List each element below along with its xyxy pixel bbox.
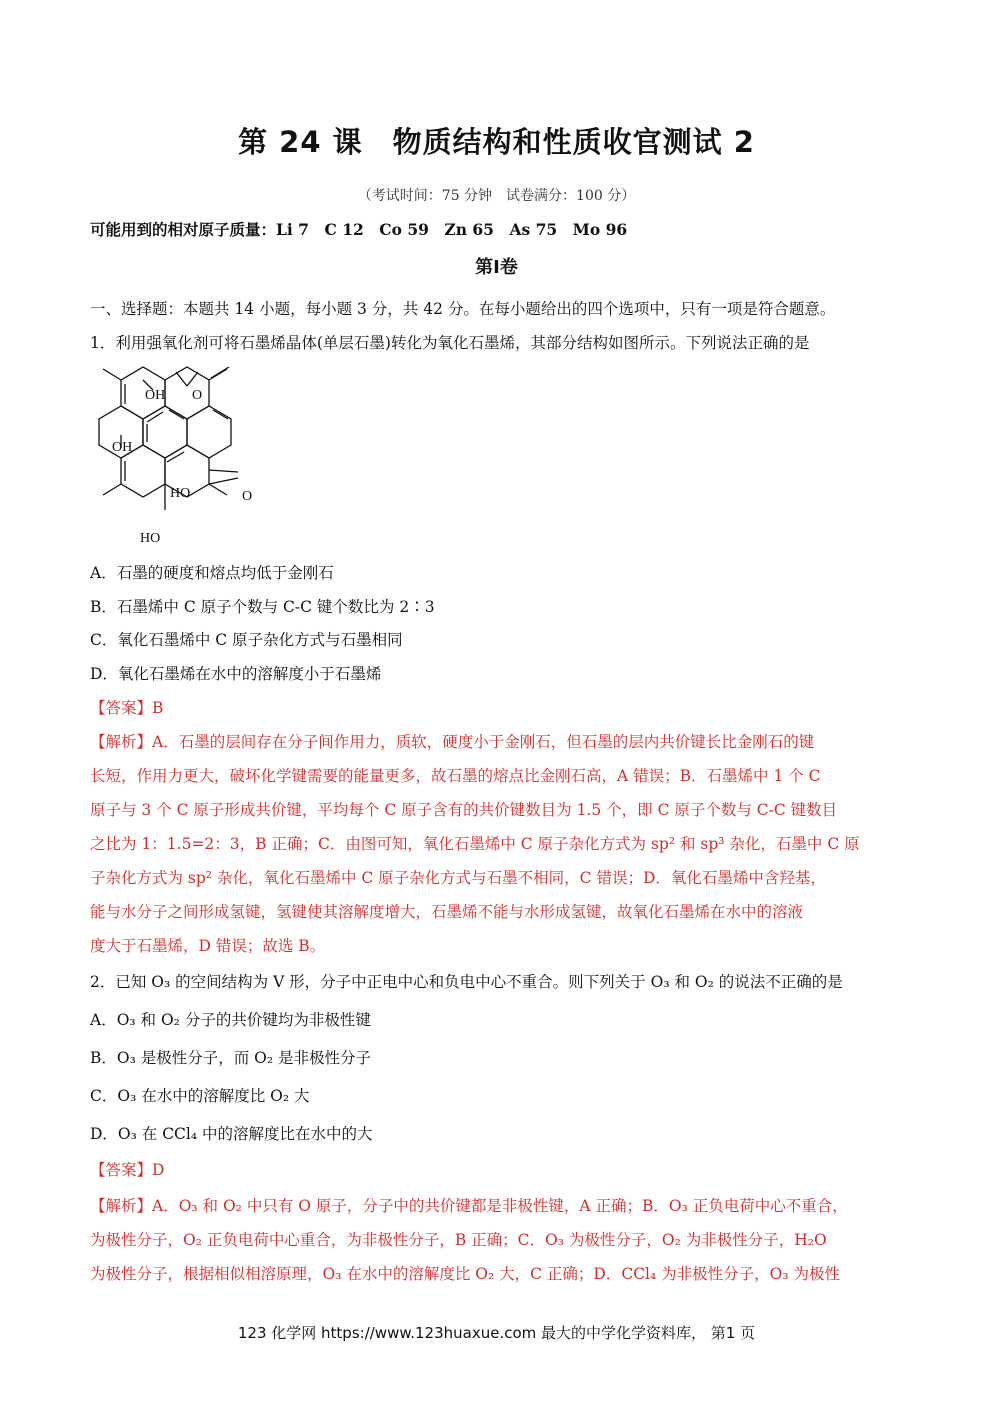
- q1-analysis-line: 【解析】A．石墨的层间存在分子间作用力，质软，硬度小于金刚石，但石墨的层内共价键长比金刚石的键: [90, 733, 815, 751]
- question-1-stem: 1．利用强氧化剂可将石墨烯晶体(单层石墨)转化为氧化石墨烯，其部分结构如图所示。下列说法正确的是: [90, 334, 810, 352]
- q2-option-c: C．O₃ 在水中的溶解度比 O₂ 大: [90, 1087, 310, 1105]
- q1-analysis-line: 原子与 3 个 C 原子形成共价键，平均每个 C 原子含有的共价键数目为 1.5 个，即 C 原子个数与 C-C 键数目: [90, 801, 838, 819]
- q1-option-a: A．石墨的硬度和熔点均低于金刚石: [90, 564, 334, 582]
- q2-option-d: D．O₃ 在 CCl₄ 中的溶解度比在水中的大: [90, 1125, 373, 1143]
- exam-info: （考试时间：75 分钟 试卷满分：100 分）: [357, 188, 636, 204]
- q2-answer: 【答案】D: [90, 1161, 165, 1179]
- q1-option-d: D．氧化石墨烯在水中的溶解度小于石墨烯: [90, 665, 382, 683]
- molecule-label: O: [242, 489, 253, 504]
- q2-option-a: A．O₃ 和 O₂ 分子的共价键均为非极性键: [90, 1011, 371, 1029]
- atomic-mass-line: 可能用到的相对原子质量：Li 7 C 12 Co 59 Zn 65 As 75 Mo 96: [90, 220, 628, 239]
- graphene-oxide-structure: [88, 360, 260, 550]
- question-2-stem: 2．已知 O₃ 的空间结构为 V 形，分子中正电中心和负电中心不重合。则下列关于 O₃ 和 O₂ 的说法不正确的是: [90, 973, 843, 991]
- q1-analysis-line: 子杂化方式为 sp² 杂化，氧化石墨烯中 C 原子杂化方式与石墨不相同，C 错误；D．氧化石墨烯中含羟基，: [90, 869, 826, 887]
- instructions: 一、选择题：本题共 14 小题，每小题 3 分，共 42 分。在每小题给出的四个选项中，只有一项是符合题意。: [90, 300, 836, 318]
- page-footer: 123 化学网 https://www.123huaxue.com 最大的中学化学资料库， 第1 页: [237, 1324, 756, 1342]
- q1-analysis-line: 度大于石墨烯，D 错误；故选 B。: [90, 937, 326, 955]
- molecule-label: HO: [170, 486, 191, 501]
- q1-answer: 【答案】B: [90, 699, 164, 717]
- page-title: 第 24 课 物质结构和性质收官测试 2: [238, 125, 755, 159]
- q2-analysis-line: 为极性分子，O₂ 正负电荷中心重合，为非极性分子，B 正确；C．O₃ 为极性分子，O₂ 为非极性分子，H₂O: [90, 1231, 827, 1249]
- molecule-label: O: [192, 388, 203, 403]
- molecule-label: OH: [145, 388, 166, 403]
- q1-analysis-line: 长短，作用力更大，破坏化学键需要的能量更多，故石墨的熔点比金刚石高，A 错误；B．石墨烯中 1 个 C: [90, 767, 821, 785]
- q1-option-c: C．氧化石墨烯中 C 原子杂化方式与石墨相同: [90, 631, 403, 649]
- q2-analysis-line: 【解析】A．O₃ 和 O₂ 中只有 O 原子，分子中的共价键都是非极性键，A 正确；B．O₃ 正负电荷中心不重合，: [90, 1197, 848, 1215]
- q1-analysis-line: 之比为 1：1.5=2：3，B 正确；C．由图可知，氧化石墨烯中 C 原子杂化方式为 sp² 和 sp³ 杂化，石墨中 C 原: [90, 835, 860, 853]
- molecule-label: OH: [112, 440, 133, 455]
- molecule-label: HO: [140, 531, 161, 546]
- q1-analysis-line: 能与水分子之间形成氢键，氢键使其溶解度增大，石墨烯不能与水形成氢键，故氧化石墨烯在水中的溶液: [90, 903, 804, 921]
- section-heading: 第Ⅰ卷: [475, 257, 518, 278]
- q1-option-b: B．石墨烯中 C 原子个数与 C-C 键个数比为 2∶3: [90, 598, 435, 616]
- q2-option-b: B．O₃ 是极性分子，而 O₂ 是非极性分子: [90, 1049, 372, 1067]
- q2-analysis-line: 为极性分子，根据相似相溶原理，O₃ 在水中的溶解度比 O₂ 大，C 正确；D．CCl₄ 为非极性分子，O₃ 为极性: [90, 1265, 841, 1283]
